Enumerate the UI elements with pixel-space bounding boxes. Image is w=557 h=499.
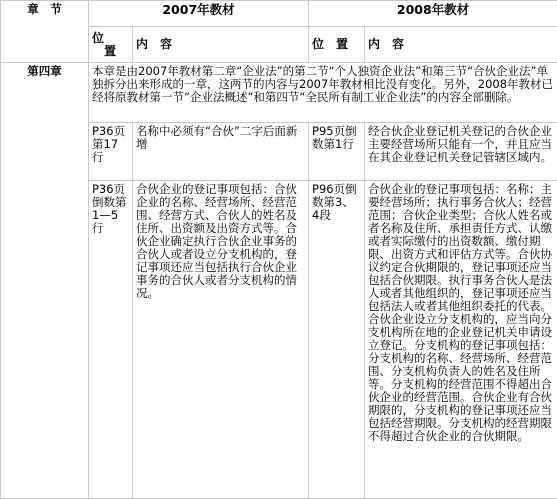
position-2008-header: 位 置 (309, 27, 365, 63)
row1-content-2007: 名称中必须有“合伙”二字后面新增 (133, 123, 309, 181)
chapter-note: 本章是由2007年教材第二章“企业法”的第二节“个人独资企业法”和第三节“合伙企业法”单独拆分出来形成的一章，这两节的内容与2007年教材相比没有变化。另外，2008年教材已经将原教材第一节“企业法概述”和第四节“全民所有制工业企业法”的内容全部删除。 (89, 63, 557, 123)
chapter-label: 第四章 (1, 63, 89, 499)
row2-content-2008: 合伙企业的登记事项包括：名称；主要经营场所；执行事务合伙人；经营范围；合伙企业类型；合伙人姓名或者名称及住所、承担责任方式、认缴或者实际缴付的出资数额、缴付期限、出资方式和评估方式等。合伙协议约定合伙期限的，登记事项还应当包括合伙期限。执行事务合伙人是法人或者其他组织的，登记事项还应当包括法人或者其他组织委托的代表。 合伙企业设立分支机构的，应当向分支机构所在地的企业登记机关申请设立登记。分支机构的登记事项包括：分支机构的名称、经营场所、经营范围、分支机构负责人的姓名及住所等。分支机构的经营范围不得超出合伙企业的经营范围。合伙企业有合伙期限的，分支机构的登记事项还应当包括经营期限。分支机构的经营期限不得超过合伙企业的合伙期限。 (365, 181, 557, 499)
note-row (1, 63, 557, 123)
header-row-years (1, 1, 557, 27)
year-2008-header: 2008年教材 (309, 1, 557, 27)
position-2007-header: 位 置 (89, 27, 133, 63)
row2-position-2008: P96页倒数第3、4段 (309, 181, 365, 499)
row1-position-2008: P95页倒数第1行 (309, 123, 365, 181)
row2-position-2007: P36页倒数第1—5行 (89, 181, 133, 499)
row1-position-2007: P36页第17行 (89, 123, 133, 181)
content-2007-header: 内 容 (133, 27, 309, 63)
row2-content-2007: 合伙企业的登记事项包括：合伙企业的名称、经营场所、经营范围、经营方式、合伙人的姓名及住所、出资额及出资方式等。合伙企业确定执行合伙企业事务的合伙人或者设立分支机构的，登记事项还应当包括执行合伙企业事务的合伙人或者分支机构的情况。 (133, 181, 309, 499)
row1-content-2008: 经合伙企业登记机关登记的合伙企业主要经营场所只能有一个，并且应当在其企业登记机关登记管辖区域内。 (365, 123, 557, 181)
year-2007-header: 2007年教材 (89, 1, 309, 27)
chapter-column-header: 章 节 (1, 1, 89, 63)
content-2008-header: 内 容 (365, 27, 557, 63)
